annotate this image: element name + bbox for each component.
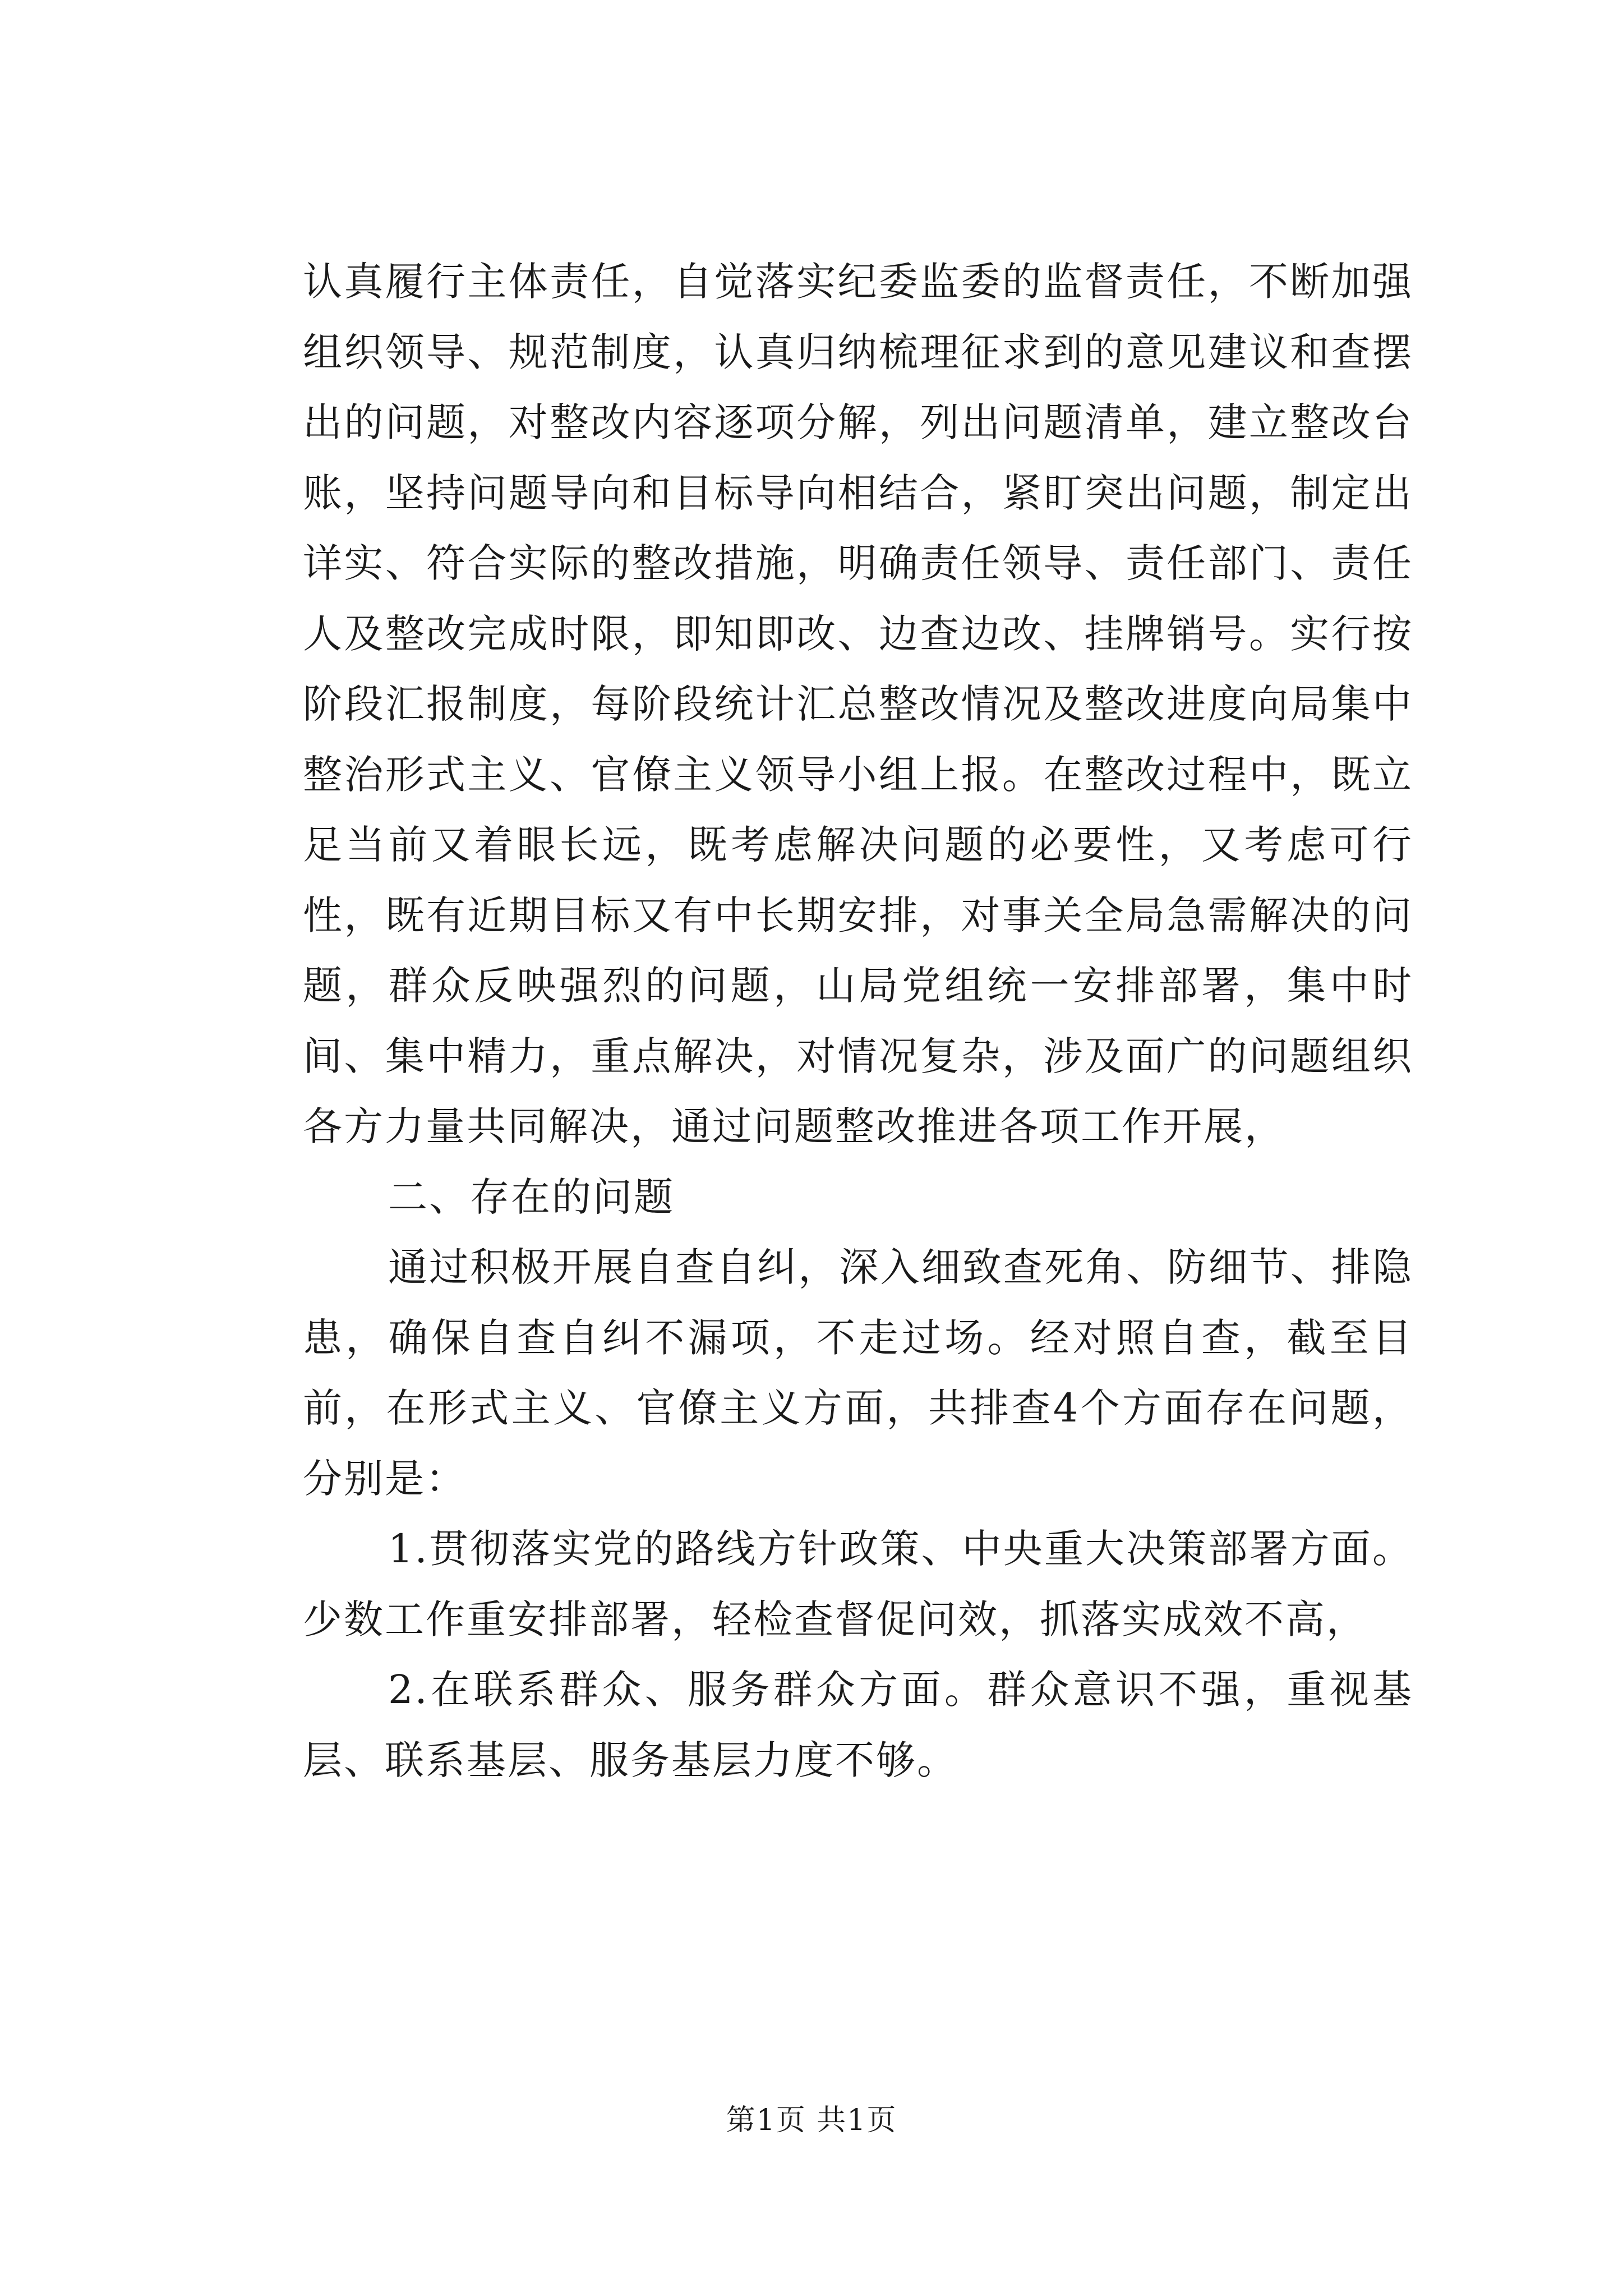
problem-item-1: 1.贯彻落实党的路线方针政策、中央重大决策部署方面。少数工作重安排部署，轻检查督促问效，抓落实成效不高， [303,1526,1413,1642]
document-body [303,247,1413,1796]
paragraph-rectification-measures: 认真履行主体责任，自觉落实纪委监委的监督责任，不断加强组织领导、规范制度，认真归纳梳理征求到的意见建议和查摆出的问题，对整改内容逐项分解，列出问题清单，建立整改台账，坚持问题导向和目标导向相结合，紧盯突出问题，制定出详实、符合实际的整改措施，明确责任领导、责任部门、责任人及整改完成时限，即知即改、边查边改、挂牌销号。实行按阶段汇报制度，每阶段统计汇总整改情况及整改进度向局集中整治形式主义、官僚主义领导小组上报。在整改过程中，既立足当前又着眼长远，既考虑解决问题的必要性，又考虑可行性，既有近期目标又有中长期安排，对事关全局急需解决的问题，群众反映强烈的问题，山局党组统一安排部署，集中时间、集中精力，重点解决，对情况复杂，涉及面广的问题组织各方力量共同解决，通过问题整改推进各项工作开展， [303,259,1413,1149]
page-number-footer: 第1页 共1页 [726,2104,897,2137]
paragraph-self-inspection: 通过积极开展自查自纠，深入细致查死角、防细节、排隐患，确保自查自纠不漏项，不走过场。经对照自查，截至目前，在形式主义、官僚主义方面，共排查4个方面存在问题，分别是： [303,1244,1413,1502]
section-heading-existing-problems: 二、存在的问题 [388,1174,675,1220]
problem-item-2: 2.在联系群众、服务群众方面。群众意识不强，重视基层、联系基层、服务基层力度不够。 [303,1667,1413,1783]
